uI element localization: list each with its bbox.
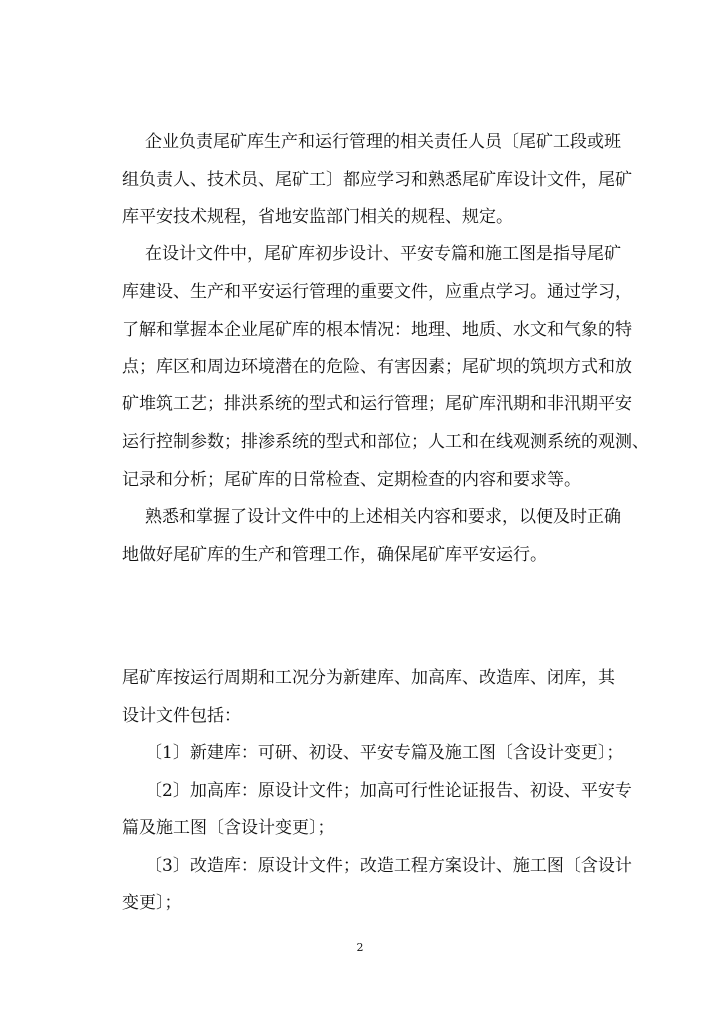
paragraph-line: 熟悉和掌握了设计文件中的上述相关内容和要求，以便及时正确: [145, 507, 621, 527]
list-item-continuation: 变更〕；: [122, 893, 182, 913]
paragraph-line: 库建设、生产和平安运行管理的重要文件，应重点学习。通过学习，: [122, 282, 632, 302]
list-item: 〔3〕改造库：原设计文件；改造工程方案设计、施工图〔含设计: [145, 856, 632, 876]
paragraph-line: 在设计文件中，尾矿库初步设计、平安专篇和施工图是指导尾矿: [145, 244, 621, 264]
paragraph-line: 地做好尾矿库的生产和管理工作，确保尾矿库平安运行。: [122, 545, 547, 565]
paragraph-line: 库平安技术规程，省地安监部门相关的规程、规定。: [122, 207, 513, 227]
paragraph-line: 组负责人、技术员、尾矿工〕都应学习和熟悉尾矿库设计文件，尾矿: [122, 170, 632, 190]
paragraph-line: 记录和分析；尾矿库的日常检查、定期检查的内容和要求等。: [122, 470, 581, 490]
paragraph-line: 运行控制参数；排渗系统的型式和部位；人工和在线观测系统的观测、: [122, 432, 649, 452]
paragraph-line: 矿堆筑工艺；排洪系统的型式和运行管理；尾矿库汛期和非汛期平安: [122, 394, 632, 414]
page-number: 2: [356, 941, 364, 954]
paragraph-line: 点；库区和周边环境潜在的危险、有害因素；尾矿坝的筑坝方式和放: [122, 357, 632, 377]
paragraph-line: 了解和掌握本企业尾矿库的根本情况：地理、地质、水文和气象的特: [122, 320, 632, 340]
paragraph-line: 企业负责尾矿库生产和运行管理的相关责任人员〔尾矿工段或班: [145, 132, 621, 152]
paragraph-line: 设计文件包括：: [122, 706, 241, 726]
list-item: 〔1〕新建库：可研、初设、平安专篇及施工图〔含设计变更〕；: [145, 743, 624, 763]
list-item: 〔2〕加高库：原设计文件；加高可行性论证报告、初设、平安专: [145, 781, 632, 801]
list-item-continuation: 篇及施工图〔含设计变更〕；: [122, 818, 335, 838]
paragraph-line: 尾矿库按运行周期和工况分为新建库、加高库、改造库、闭库，其: [122, 668, 615, 688]
